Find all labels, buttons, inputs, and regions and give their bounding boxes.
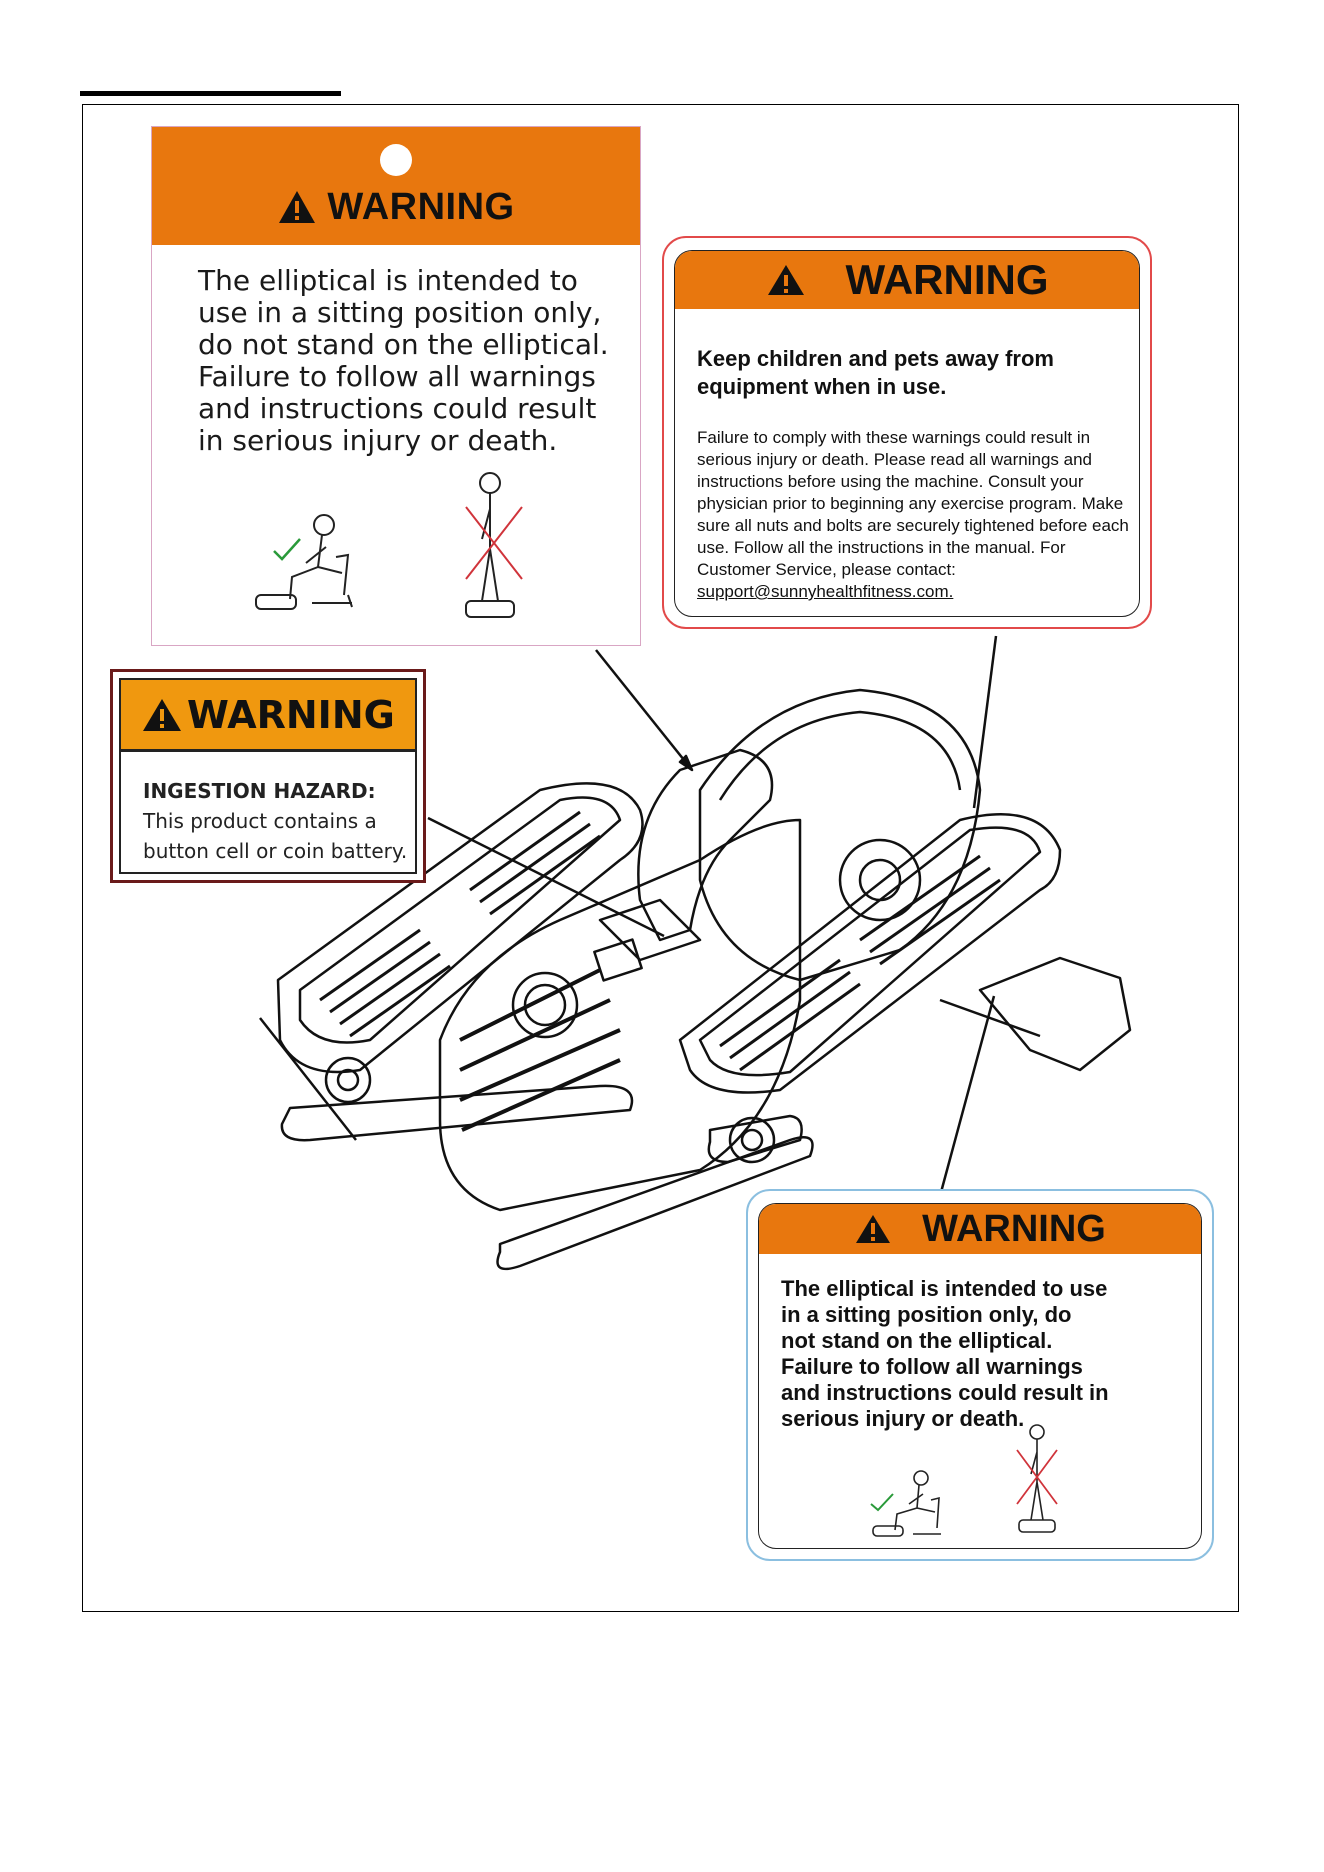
- cross-icon: [464, 505, 524, 581]
- crank-arm: [638, 750, 772, 940]
- front-base-rail-right: [709, 1116, 802, 1162]
- main-housing: [440, 820, 800, 1210]
- front-stabilizer: [980, 958, 1130, 1070]
- warning-triangle-icon: [766, 263, 806, 297]
- warning-paragraph: [697, 427, 1137, 603]
- cross-icon: [1015, 1448, 1059, 1506]
- warning-header: [121, 680, 415, 752]
- warning-header: [152, 127, 640, 245]
- mounting-dot: [380, 144, 412, 176]
- warning-line: in a sitting position only, do: [781, 1302, 1072, 1327]
- leader-line-1: [596, 650, 692, 770]
- leader-line-5: [260, 1018, 356, 1140]
- wheel-left: [326, 1058, 370, 1102]
- warning-line: and instructions could result: [198, 392, 597, 425]
- warning-text: [781, 1276, 1181, 1432]
- warning-triangle-icon: [277, 189, 317, 225]
- check-icon: [272, 537, 302, 561]
- warning-label-sitting-large: [151, 126, 641, 646]
- warning-line: in serious injury or death.: [198, 424, 558, 457]
- warning-line: The elliptical is intended to use: [781, 1276, 1108, 1301]
- warning-line: do not stand on the elliptical.: [198, 328, 609, 361]
- warning-label-ingestion: [110, 669, 426, 883]
- warning-title: WARNING: [327, 185, 515, 228]
- warning-label-sitting-small: [746, 1189, 1214, 1561]
- warning-line: not stand on the elliptical.: [781, 1328, 1053, 1353]
- warning-triangle-icon: [141, 697, 183, 733]
- warning-title: WARNING: [845, 256, 1049, 303]
- warning-triangle-icon: [854, 1213, 892, 1245]
- warning-header: [759, 1204, 1201, 1254]
- warning-text: [198, 265, 618, 457]
- hazard-description: This product contains a button cell or coin battery.: [143, 809, 408, 863]
- resistance-knob: [513, 973, 577, 1037]
- warning-text: [143, 776, 413, 866]
- warning-line: The elliptical is intended to: [198, 264, 578, 297]
- warning-line: use in a sitting position only,: [198, 296, 602, 329]
- warning-line: Failure to follow all warnings: [198, 360, 596, 393]
- warning-label-children: [662, 236, 1152, 629]
- warning-line: and instructions could result in: [781, 1380, 1109, 1405]
- warning-subheading: Keep children and pets away from equipment when in use.: [697, 346, 1054, 399]
- leader-line-2: [974, 636, 996, 808]
- warning-paragraph-text: Failure to comply with these warnings could result in serious injury or death. Please read all warnings and instructions before using the machine. Consult your physician prior to beginning any exercise program. Make sure all nuts and bolts are securely tightened before each use. Follow all the instructions in the manual. For Customer Service, please contact:: [697, 428, 1129, 579]
- warning-line: serious injury or death.: [781, 1406, 1025, 1431]
- check-icon: [869, 1492, 895, 1512]
- right-pedal: [680, 814, 1060, 1092]
- warning-title: WARNING: [187, 692, 395, 737]
- hazard-heading: INGESTION HAZARD:: [143, 779, 376, 803]
- warning-header: [675, 251, 1139, 309]
- seated-user-illustration: [252, 507, 362, 617]
- leader-line-4: [940, 996, 994, 1196]
- support-email-link[interactable]: support@sunnyhealthfitness.com.: [697, 582, 954, 601]
- warning-title: WARNING: [922, 1207, 1106, 1250]
- warning-line: Failure to follow all warnings: [781, 1354, 1083, 1379]
